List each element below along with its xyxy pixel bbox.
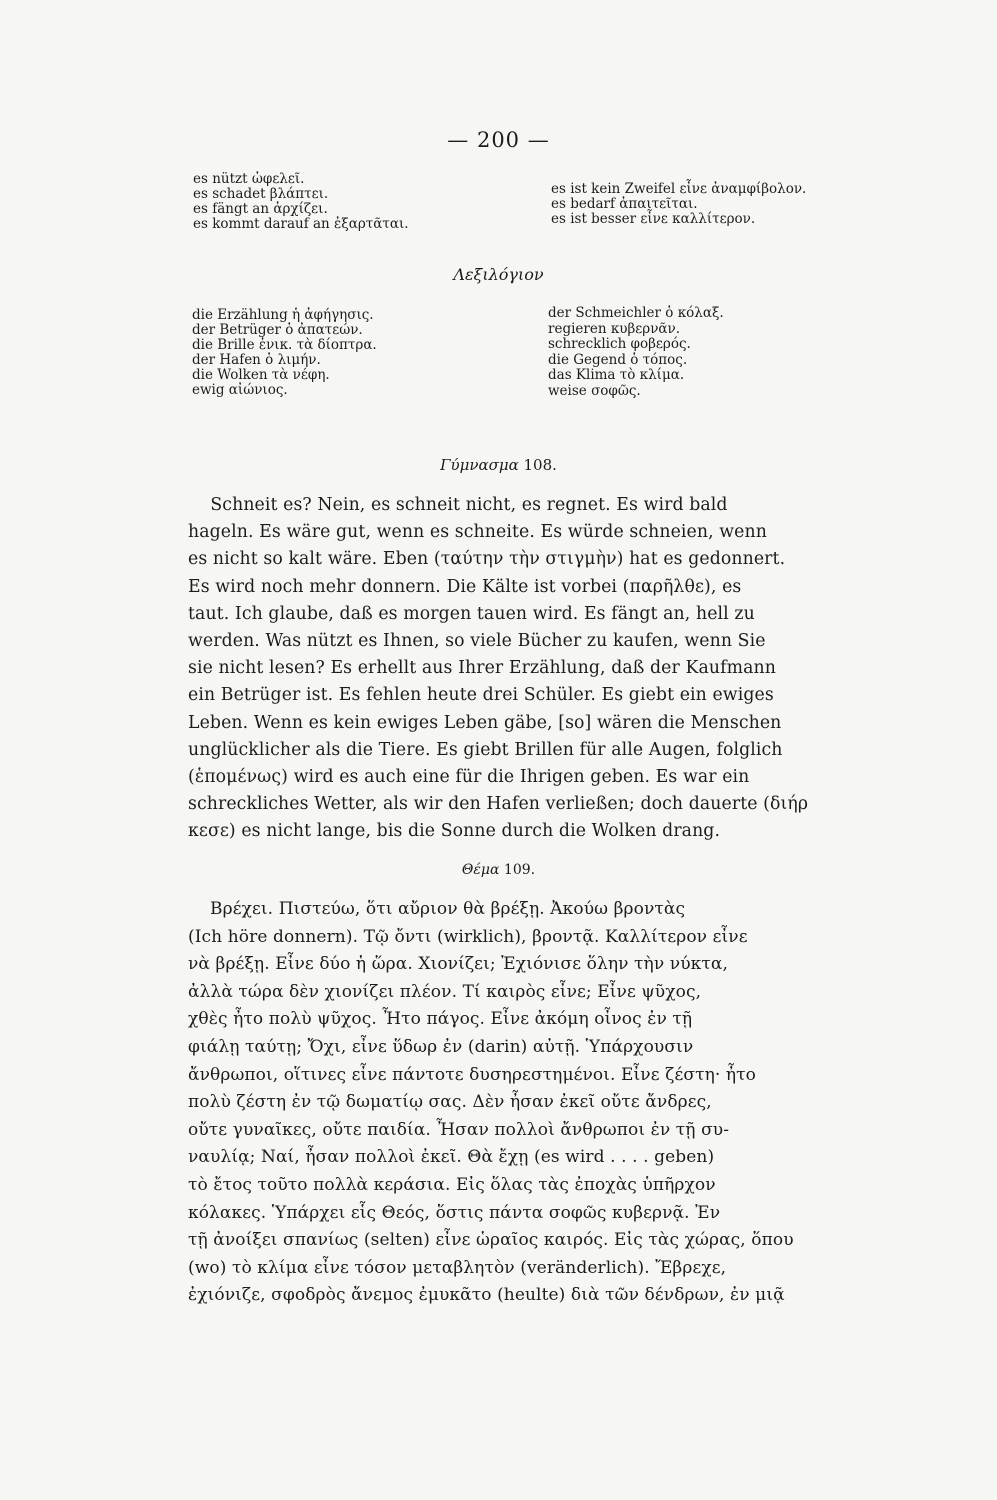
text-line: schreckliches Wetter, als wir den Hafen verließen; doch dauerte (διήρ bbox=[188, 794, 809, 815]
vocabulary-right-column bbox=[548, 306, 724, 399]
text-line: (Ich höre donnern). Τῷ ὄντι (wirklich), βροντᾷ. Καλλίτερον εἶνε bbox=[188, 926, 748, 947]
text-line: τὸ ἔτος τοῦτο πολλὰ κεράσια. Εἰς ὅλας τὰς ἐποχὰς ὑπῆρχον bbox=[188, 1174, 716, 1195]
text-line: ναυλίᾳ; Ναί, ἦσαν πολλοὶ ἐκεῖ. Θὰ ἔχῃ (es wird . . . . geben) bbox=[188, 1147, 715, 1168]
vocab-entry: die Erzählung ἡ ἀφήγησις. bbox=[192, 307, 374, 323]
list-item: es kommt darauf an ἐξαρτᾶται. bbox=[193, 216, 409, 232]
text-line: τῇ ἀνοίξει σπανίως (selten) εἶνε ὡραῖος καιρός. Εἰς τὰς χώρας, ὅπου bbox=[188, 1230, 794, 1251]
vocabulary-left-column bbox=[192, 308, 377, 398]
list-item: es schadet βλάπτει. bbox=[193, 186, 329, 202]
list-item: es fängt an ἀρχίζει. bbox=[193, 201, 328, 217]
list-item: es ist kein Zweifel εἶνε ἀναμφίβολον. bbox=[551, 181, 807, 197]
text-line: οὔτε γυναῖκες, οὔτε παιδία. Ἦσαν πολλοὶ ἄνθρωποι ἐν τῇ συ- bbox=[188, 1119, 730, 1140]
text-line: taut. Ich glaube, daß es morgen tauen wird. Es fängt an, hell zu bbox=[188, 603, 755, 624]
text-line: νὰ βρέξῃ. Εἶνε δύο ἡ ὥρα. Χιονίζει; Ἐχιόνισε ὅλην τὴν νύκτα, bbox=[188, 954, 728, 975]
text-line: unglücklicher als die Tiere. Es giebt Brillen für alle Augen, folglich bbox=[188, 739, 783, 760]
theme-109-heading bbox=[0, 862, 997, 878]
theme-number: 109. bbox=[503, 862, 536, 878]
text-line: χθὲς ἦτο πολὺ ψῦχος. Ἦτο πάγος. Εἶνε ἀκόμη οἶνος ἐν τῇ bbox=[188, 1009, 693, 1030]
text-line: Es wird noch mehr donnern. Die Kälte ist vorbei (παρῆλθε), es bbox=[188, 576, 742, 597]
text-line: Schneit es? Nein, es schneit nicht, es regnet. Es wird bald bbox=[188, 495, 728, 515]
vocab-entry: die Gegend ὁ τόπος. bbox=[548, 351, 688, 368]
exercise-label: Γύμνασμα bbox=[440, 456, 519, 474]
vocabulary-heading: Λεξιλόγιον bbox=[453, 265, 544, 284]
text-line: κόλακες. Ὑπάρχει εἷς Θεός, ὅστις πάντα σοφῶς κυβερνᾷ. Ἐν bbox=[188, 1202, 721, 1223]
text-line: κεσε) es nicht lange, bis die Sonne durch die Wolken drang. bbox=[188, 821, 721, 842]
vocab-entry: die Wolken τὰ νέφη. bbox=[192, 367, 330, 383]
vocab-entry: schrecklich φοβερός. bbox=[548, 336, 691, 352]
list-item: es bedarf ἀπαιτεῖται. bbox=[551, 196, 698, 212]
text-line: ἐχιόνιζε, σφοδρὸς ἄνεμος ἐμυκᾶτο (heulte) διὰ τῶν δένδρων, ἐν μιᾷ bbox=[188, 1285, 785, 1306]
text-line: Βρέχει. Πιστεύω, ὅτι αὔριον θὰ βρέξῃ. Ἀκούω βροντὰς bbox=[188, 899, 686, 919]
exercise-number: 108. bbox=[523, 456, 557, 474]
vocab-entry: weise σοφῶς. bbox=[548, 382, 641, 399]
text-line: ἀλλὰ τώρα δὲν χιονίζει πλέον. Τί καιρὸς εἶνε; Εἶνε ψῦχος, bbox=[188, 981, 702, 1002]
impersonal-verbs-right bbox=[551, 182, 806, 227]
vocab-entry: ewig αἰώνιος. bbox=[192, 382, 288, 398]
text-line: ein Betrüger ist. Es fehlen heute drei Schüler. Es giebt ein ewiges bbox=[188, 685, 774, 706]
list-item: es nützt ὠφελεῖ. bbox=[193, 171, 305, 187]
page-number: — 200 — bbox=[447, 128, 550, 152]
text-line: sie nicht lesen? Es erhellt aus Ihrer Erzählung, daß der Kaufmann bbox=[188, 658, 776, 679]
list-item: es ist besser εἶνε καλλίτερον. bbox=[551, 211, 756, 227]
impersonal-verbs-left bbox=[193, 172, 409, 232]
vocab-entry: der Betrüger ὁ ἀπατεών. bbox=[192, 322, 363, 338]
text-line: ἄνθρωποι, οἵτινες εἶνε πάντοτε δυσηρεστημένοι. Εἶνε ζέστη· ἦτο bbox=[188, 1064, 757, 1085]
exercise-108-heading bbox=[0, 456, 997, 474]
theme-109-text bbox=[188, 896, 858, 1310]
text-line: Leben. Wenn es kein ewiges Leben gäbe, [so] wären die Menschen bbox=[188, 712, 782, 733]
vocab-entry: regieren κυβερνᾶν. bbox=[548, 320, 681, 337]
vocab-entry: der Schmeichler ὁ κόλαξ. bbox=[548, 305, 724, 321]
vocab-entry: der Hafen ὁ λιμήν. bbox=[192, 352, 321, 368]
text-line: φιάλῃ ταύτῃ; Ὄχι, εἶνε ὕδωρ ἐν (darin) αὐτῇ. Ὑπάρχουσιν bbox=[188, 1036, 694, 1057]
vocab-entry: das Klima τὸ κλίμα. bbox=[548, 367, 685, 383]
theme-label: Θέμα bbox=[461, 862, 500, 878]
vocab-entry: die Brille ἐνικ. τὰ δίοπτρα. bbox=[192, 337, 377, 353]
exercise-108-text bbox=[188, 492, 858, 846]
text-line: πολὺ ζέστη ἐν τῷ δωματίῳ σας. Δὲν ἦσαν ἐκεῖ οὔτε ἄνδρες, bbox=[188, 1092, 712, 1113]
text-line: es nicht so kalt wäre. Eben (ταύτην τὴν στιγμὴν) hat es gedonnert. bbox=[188, 549, 786, 570]
text-line: (ἑπομένως) wird es auch eine für die Ihrigen geben. Es war ein bbox=[188, 767, 750, 788]
text-line: hageln. Es wäre gut, wenn es schneite. Es würde schneien, wenn bbox=[188, 522, 767, 543]
text-line: werden. Was nützt es Ihnen, so viele Bücher zu kaufen, wenn Sie bbox=[188, 631, 766, 652]
text-line: (wo) τὸ κλίμα εἶνε τόσον μεταβλητὸν (veränderlich). Ἔβρεχε, bbox=[188, 1257, 727, 1278]
